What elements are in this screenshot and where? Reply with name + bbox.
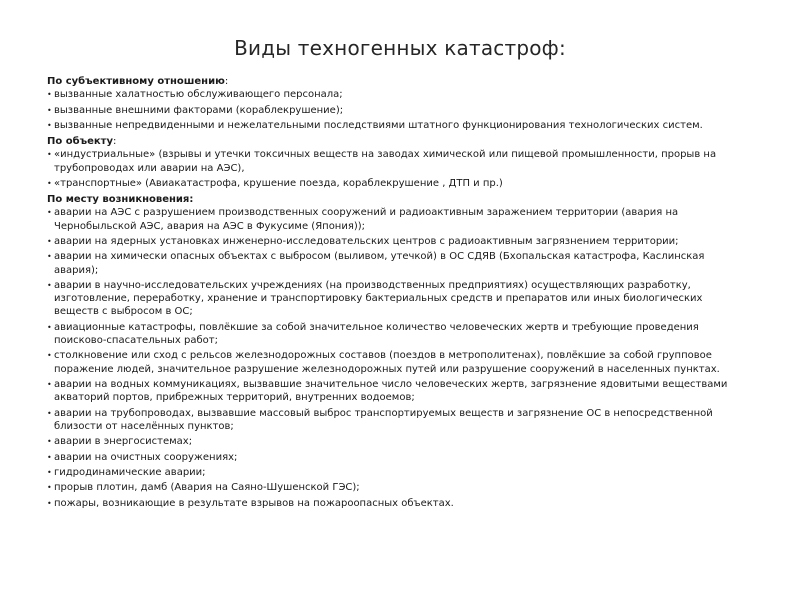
list-item-text: аварии на очистных сооружениях; [54, 451, 238, 463]
list-item [47, 177, 747, 190]
list-item-text: столкновение или сход с рельсов железнодорожных составов (поездов в метрополитенах), повлёкшие за собой групповое поражение людей, значительное разрушение железнодорожных путей или разрушение сооружений в населенных пунктах. [54, 350, 720, 375]
bullet-icon: • [47, 178, 52, 188]
list-item-text: аварии на АЭС с разрушением производственных сооружений и радиоактивным заражением территории (авария на Чернобыльской АЭС, авария на АЭС в Фукусиме (Япония)); [54, 207, 679, 232]
list-item-text: «транспортные» (Авиакатастрофа, крушение поезда, кораблекрушение , ДТП и пр.) [54, 177, 503, 189]
list-item-text: вызванные непредвиденными и нежелательными последствиями штатного функционирования технологических систем. [54, 119, 703, 131]
section-heading [47, 135, 747, 148]
list-item-text: авиационные катастрофы, повлёкшие за собой значительное количество человеческих жертв и требующие проведения поисково-спасательных работ; [54, 321, 699, 346]
section-subjective [47, 75, 747, 132]
section-heading-text: По месту возникновения: [47, 194, 194, 206]
bullet-icon: • [47, 150, 52, 160]
list-item-text: гидродинамические аварии; [54, 466, 206, 478]
bullet-icon: • [47, 437, 52, 447]
list-item [47, 451, 747, 464]
list-item-text: аварии на водных коммуникациях, вызвавшие значительное число человеческих жертв, загрязнение ядовитыми веществами акваторий портов, прибрежных территорий, внутренних водоемов; [54, 378, 728, 404]
bullet-list [47, 206, 747, 510]
list-item [47, 481, 747, 494]
slide-title: Виды техногенных катастроф: [234, 36, 566, 60]
bullet-icon: • [47, 351, 52, 361]
section-heading [47, 193, 747, 206]
list-item-text: аварии в научно-исследовательских учреждениях (на производственных предприятиях) осуществляющих разработку, изготовление, переработку, хранение и транспортировку бактериальных средств и препаратов или иных биологических веществ с выбросом в ОС; [54, 279, 703, 318]
list-item [47, 250, 747, 276]
section-heading-colon: : [224, 76, 229, 87]
list-item [47, 279, 747, 319]
bullet-icon: • [47, 105, 52, 115]
bullet-icon: • [47, 252, 52, 262]
list-item-text: «индустриальные» (взрывы и утечки токсичных веществ на заводах химической или пищевой промышленности, прорыв на трубопроводах или аварии на АЭС), [54, 149, 717, 174]
list-item [47, 148, 747, 174]
list-item [47, 349, 747, 375]
list-item [47, 321, 747, 347]
list-item [47, 497, 747, 510]
section-heading [47, 75, 747, 88]
section-heading-colon: : [112, 136, 117, 148]
section-object [47, 135, 747, 190]
section-heading-text: По объекту [47, 136, 113, 148]
list-item [47, 407, 747, 433]
section-heading-text: По субъективному отношению [47, 76, 225, 87]
list-item-text: пожары, возникающие в результате взрывов на пожароопасных объектах. [54, 497, 454, 509]
list-item-text: аварии в энергосистемах; [54, 436, 193, 448]
bullet-icon: • [47, 467, 52, 477]
bullet-icon: • [47, 322, 52, 332]
list-item [47, 104, 747, 117]
bullet-icon: • [47, 236, 52, 246]
list-item-text: аварии на химически опасных объектах с выбросом (выливом, утечкой) в ОС СДЯВ (Бхопальская катастрофа, Каслинская авария); [54, 251, 705, 276]
list-item [47, 466, 747, 479]
bullet-icon: • [47, 408, 52, 418]
content-body [47, 75, 747, 513]
bullet-icon: • [47, 208, 52, 218]
list-item [47, 206, 747, 232]
bullet-icon: • [47, 90, 52, 100]
section-location [47, 193, 747, 510]
list-item [47, 378, 747, 404]
list-item-text: аварии на ядерных установках инженерно-исследовательских центров с радиоактивным загрязнением территории; [54, 235, 679, 247]
list-item [47, 235, 747, 248]
bullet-icon: • [47, 120, 52, 130]
list-item-text: вызванные халатностью обслуживающего персонала; [54, 89, 343, 101]
list-item-text: прорыв плотин, дамб (Авария на Саяно-Шушенской ГЭС); [54, 482, 360, 494]
list-item [47, 435, 747, 448]
list-item [47, 119, 747, 132]
bullet-list [47, 88, 747, 132]
bullet-icon: • [47, 379, 52, 389]
bullet-list [47, 148, 747, 190]
bullet-icon: • [47, 280, 52, 290]
list-item-text: аварии на трубопроводах, вызвавшие массовый выброс транспортируемых веществ и загрязнение ОС в непосредственной близости от населённых пунктов; [54, 407, 713, 432]
list-item-text: вызванные внешними факторами (кораблекрушение); [54, 104, 344, 116]
bullet-icon: • [47, 483, 52, 493]
bullet-icon: • [47, 498, 52, 508]
list-item [47, 88, 747, 101]
bullet-icon: • [47, 452, 52, 462]
